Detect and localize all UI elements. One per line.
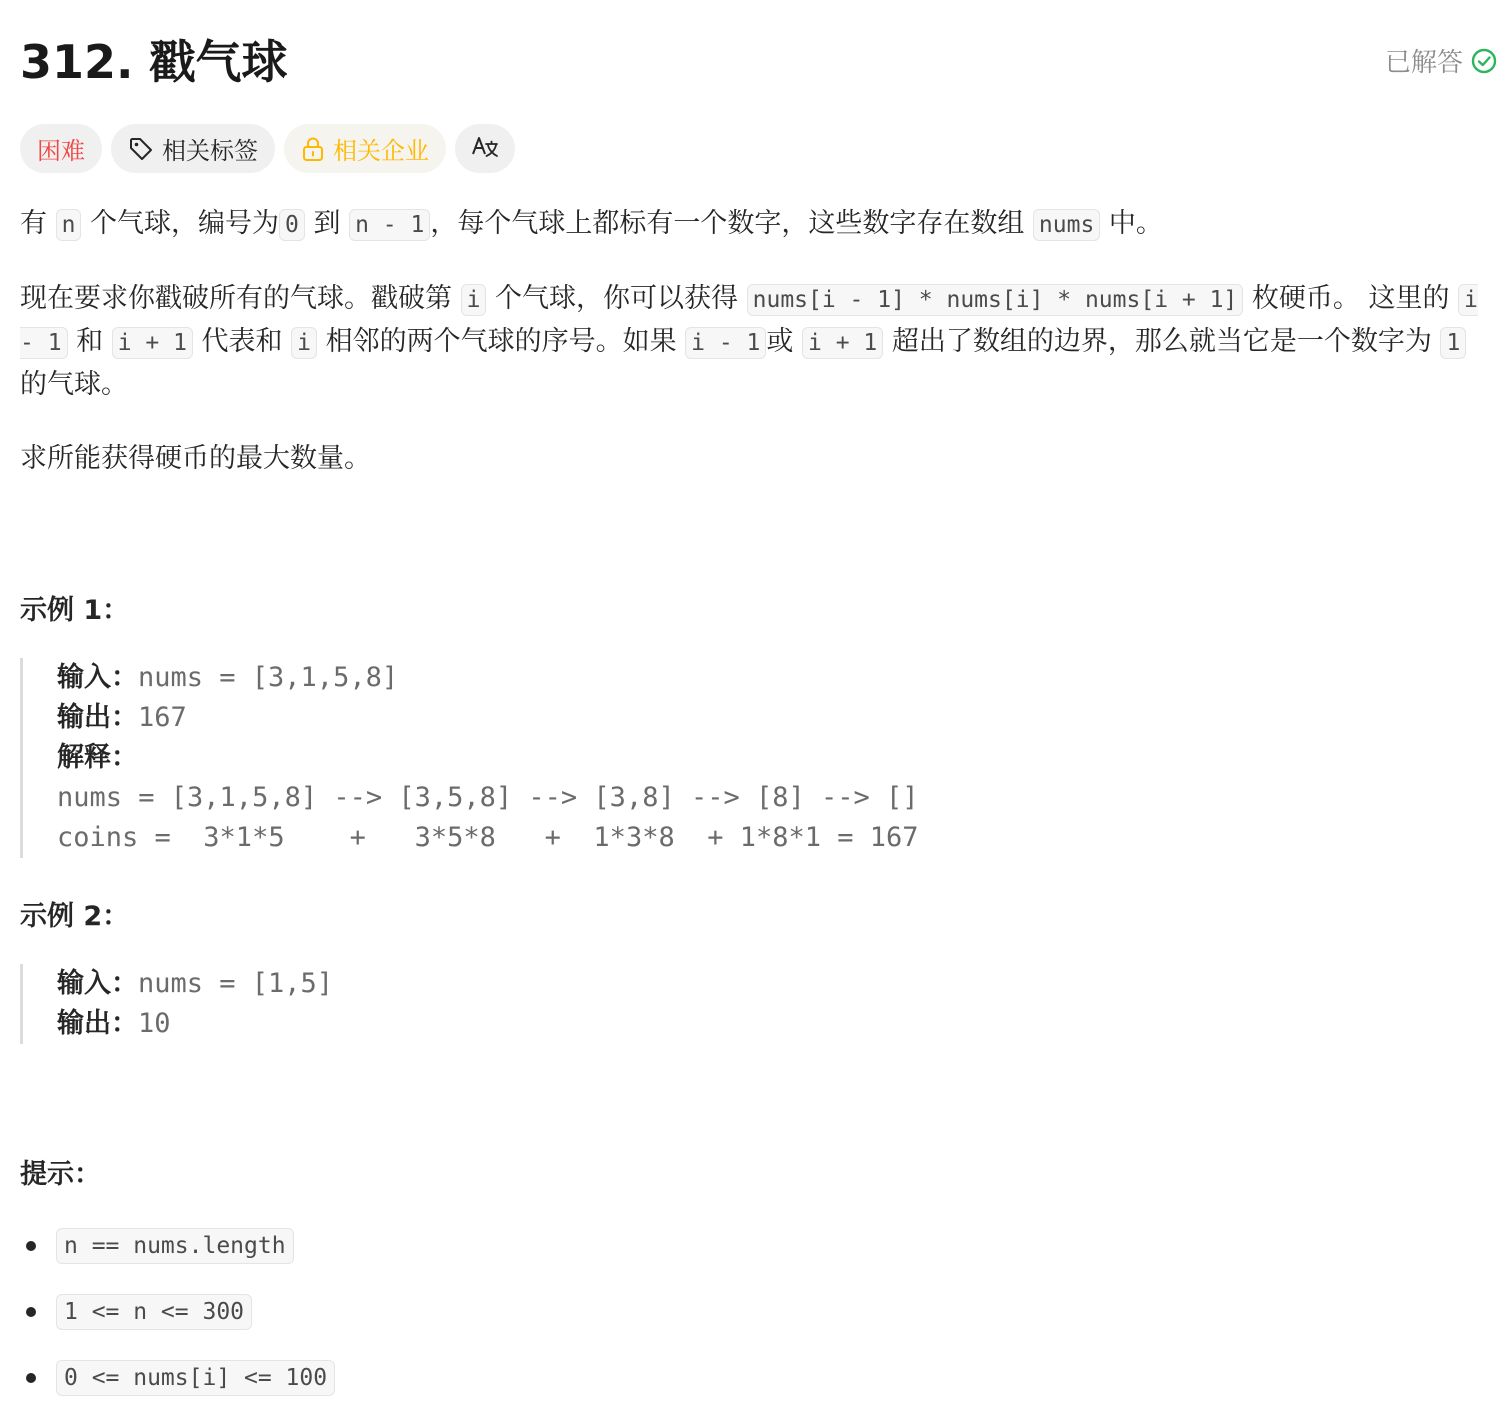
text: 现在要求你戳破所有的气球。戳破第 <box>20 283 461 314</box>
input-value: nums = [3,1,5,8] <box>138 662 399 693</box>
example-2-title: 示例 2： <box>20 901 130 932</box>
list-item <box>20 1292 335 1332</box>
tag-bar <box>20 124 515 173</box>
input-value: nums = [1,5] <box>138 968 334 999</box>
output-label: 输出： <box>57 702 138 733</box>
text: 相邻的两个气球的序号。如果 <box>317 326 686 357</box>
list-item <box>20 1358 335 1398</box>
inline-code: n - 1 <box>349 209 430 241</box>
text: 有 <box>20 208 56 239</box>
problem-title: 312. 戳气球 <box>20 35 288 89</box>
text: 中。 <box>1100 208 1163 239</box>
difficulty-label: 困难 <box>37 137 85 165</box>
output-value: 167 <box>138 702 187 733</box>
description-paragraph-1 <box>20 203 1495 246</box>
explanation-line: coins = 3*1*5 + 3*5*8 + 1*3*8 + 1*8*1 = 167 <box>57 822 919 853</box>
list-item <box>20 1226 335 1266</box>
input-label: 输入： <box>57 662 138 693</box>
problem-description <box>20 203 1495 512</box>
bullet-icon <box>26 1241 36 1251</box>
inline-code: i <box>461 284 487 316</box>
constraint-code: 0 <= nums[i] <= 100 <box>56 1360 335 1396</box>
example-1-block <box>20 658 919 858</box>
companies-tag-label: 相关企业 <box>333 137 429 165</box>
text: 的气球。 <box>20 369 128 400</box>
input-label: 输入： <box>57 968 138 999</box>
topics-tag-button[interactable] <box>111 124 275 173</box>
text: ，每个气球上都标有一个数字，这些数字存在数组 <box>430 208 1033 239</box>
companies-tag-button[interactable] <box>284 124 446 173</box>
description-paragraph-2 <box>20 278 1495 406</box>
tag-icon <box>128 136 154 162</box>
text: 和 <box>67 326 112 357</box>
text: 或 <box>766 326 803 357</box>
solved-status <box>1385 42 1497 79</box>
topics-tag-label: 相关标签 <box>162 137 258 165</box>
example-1-title: 示例 1： <box>20 595 130 626</box>
explanation-label: 解释： <box>57 742 138 773</box>
output-label: 输出： <box>57 1008 138 1039</box>
bullet-icon <box>26 1373 36 1383</box>
description-paragraph-3: 求所能获得硬币的最大数量。 <box>20 443 371 474</box>
translate-icon <box>471 133 499 165</box>
difficulty-badge <box>20 124 102 173</box>
text: 个气球，编号为 <box>81 208 280 239</box>
text: 超出了数组的边界，那么就当它是一个数字为 <box>883 326 1441 357</box>
text: 代表和 <box>192 326 292 357</box>
inline-code: 1 <box>1440 327 1466 359</box>
inline-code: i - 1 <box>685 327 766 359</box>
inline-code: nums <box>1033 209 1100 241</box>
constraints-list <box>20 1226 335 1424</box>
inline-code: i + 1 <box>802 327 883 359</box>
inline-code: nums[i - 1] * nums[i] * nums[i + 1] <box>747 284 1244 316</box>
solved-label: 已解答 <box>1384 48 1463 78</box>
explanation-line: nums = [3,1,5,8] --> [3,5,8] --> [3,8] --> [8] --> [] <box>57 782 919 813</box>
text: 枚硬币。 这里的 <box>1243 283 1459 314</box>
lock-icon <box>301 136 325 162</box>
example-2-block <box>20 964 333 1044</box>
constraint-code: 1 <= n <= 300 <box>56 1294 252 1330</box>
output-value: 10 <box>138 1008 171 1039</box>
constraints-title: 提示： <box>20 1159 101 1190</box>
inline-code: i + 1 <box>112 327 193 359</box>
check-circle-icon <box>1471 48 1497 74</box>
inline-code: i <box>291 327 317 359</box>
translate-button[interactable] <box>455 124 515 173</box>
constraint-code: n == nums.length <box>56 1228 294 1264</box>
bullet-icon <box>26 1307 36 1317</box>
text: 到 <box>304 208 350 239</box>
inline-code: 0 <box>279 209 305 241</box>
inline-code: n <box>56 209 82 241</box>
text: 个气球，你可以获得 <box>486 283 747 314</box>
inline-code: i - 1 <box>20 284 1478 359</box>
